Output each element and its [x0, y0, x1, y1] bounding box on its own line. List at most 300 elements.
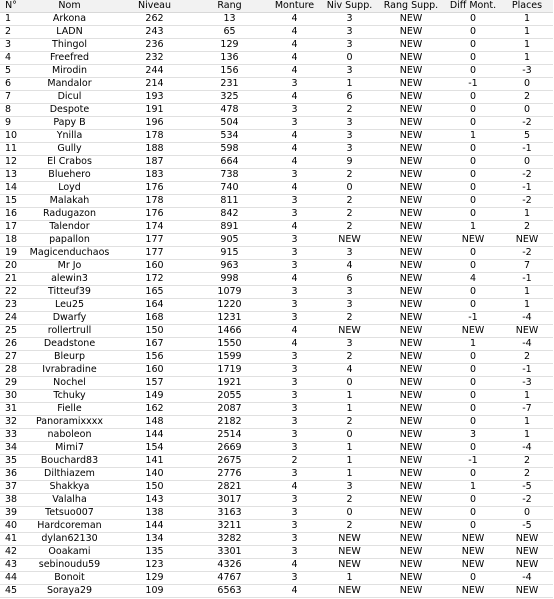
name-cell: Dilthiazem: [22, 468, 117, 481]
mount-diff-cell: 0: [445, 156, 501, 169]
name-cell: papallon: [22, 234, 117, 247]
rank-cell: 15: [0, 195, 22, 208]
ranking-extra-cell: NEW: [377, 143, 445, 156]
level-extra-cell: 4: [322, 260, 377, 273]
ranking-extra-cell: NEW: [377, 78, 445, 91]
level-extra-cell: 3: [322, 130, 377, 143]
rank-cell: 36: [0, 468, 22, 481]
ranking-cell: 1220: [192, 299, 267, 312]
level-extra-cell: 3: [322, 338, 377, 351]
places-cell: 2: [501, 351, 553, 364]
rank-cell: 26: [0, 338, 22, 351]
level-cell: 232: [117, 52, 192, 65]
table-row: [0, 442, 553, 455]
places-cell: NEW: [501, 325, 553, 338]
mount-cell: 3: [267, 533, 322, 546]
rank-cell: 5: [0, 65, 22, 78]
level-extra-cell: 2: [322, 312, 377, 325]
mount-diff-cell: 0: [445, 403, 501, 416]
ranking-extra-cell: NEW: [377, 468, 445, 481]
table-row: [0, 390, 553, 403]
table-row: [0, 507, 553, 520]
rank-cell: 33: [0, 429, 22, 442]
table-row: [0, 247, 553, 260]
ranking-cell: 811: [192, 195, 267, 208]
mount-cell: 4: [267, 221, 322, 234]
name-cell: Papy B: [22, 117, 117, 130]
ranking-extra-cell: NEW: [377, 169, 445, 182]
level-cell: 177: [117, 247, 192, 260]
mount-diff-cell: 0: [445, 299, 501, 312]
ranking-cell: 664: [192, 156, 267, 169]
table-row: [0, 65, 553, 78]
mount-diff-cell: -1: [445, 455, 501, 468]
name-cell: Tetsuo007: [22, 507, 117, 520]
table-row: [0, 234, 553, 247]
mount-diff-cell: 1: [445, 481, 501, 494]
ranking-cell: 1231: [192, 312, 267, 325]
ranking-cell: 4326: [192, 559, 267, 572]
mount-cell: 3: [267, 416, 322, 429]
rank-cell: 42: [0, 546, 22, 559]
ranking-cell: 136: [192, 52, 267, 65]
level-extra-cell: 1: [322, 455, 377, 468]
places-cell: 1: [501, 39, 553, 52]
ranking-extra-cell: NEW: [377, 234, 445, 247]
mount-cell: 3: [267, 247, 322, 260]
ranking-cell: 534: [192, 130, 267, 143]
level-cell: 168: [117, 312, 192, 325]
places-cell: 1: [501, 429, 553, 442]
header-ranking-extra: Rang Supp.: [377, 0, 445, 13]
rank-cell: 22: [0, 286, 22, 299]
ranking-extra-cell: NEW: [377, 533, 445, 546]
ranking-extra-cell: NEW: [377, 26, 445, 39]
rank-cell: 9: [0, 117, 22, 130]
mount-cell: 3: [267, 546, 322, 559]
level-cell: 174: [117, 221, 192, 234]
name-cell: Soraya29: [22, 585, 117, 598]
ranking-extra-cell: NEW: [377, 195, 445, 208]
name-cell: dylan62130: [22, 533, 117, 546]
rank-cell: 14: [0, 182, 22, 195]
mount-diff-cell: 0: [445, 13, 501, 26]
ranking-extra-cell: NEW: [377, 390, 445, 403]
level-cell: 191: [117, 104, 192, 117]
name-cell: Talendor: [22, 221, 117, 234]
ranking-cell: 915: [192, 247, 267, 260]
table-row: [0, 585, 553, 598]
table-row: [0, 156, 553, 169]
table-row: [0, 78, 553, 91]
level-extra-cell: 0: [322, 377, 377, 390]
mount-diff-cell: 0: [445, 39, 501, 52]
places-cell: NEW: [501, 546, 553, 559]
table-row: [0, 195, 553, 208]
ranking-extra-cell: NEW: [377, 442, 445, 455]
level-cell: 162: [117, 403, 192, 416]
ranking-cell: 3282: [192, 533, 267, 546]
places-cell: -4: [501, 312, 553, 325]
level-cell: 156: [117, 351, 192, 364]
ranking-extra-cell: NEW: [377, 208, 445, 221]
level-extra-cell: 0: [322, 507, 377, 520]
ranking-cell: 1921: [192, 377, 267, 390]
table-row: [0, 104, 553, 117]
mount-cell: 3: [267, 234, 322, 247]
places-cell: 1: [501, 26, 553, 39]
places-cell: NEW: [501, 234, 553, 247]
mount-cell: 4: [267, 273, 322, 286]
level-cell: 193: [117, 91, 192, 104]
places-cell: 1: [501, 390, 553, 403]
name-cell: Radugazon: [22, 208, 117, 221]
rank-cell: 40: [0, 520, 22, 533]
ranking-extra-cell: NEW: [377, 130, 445, 143]
rank-cell: 2: [0, 26, 22, 39]
mount-cell: 3: [267, 286, 322, 299]
name-cell: Ooakami: [22, 546, 117, 559]
rank-cell: 32: [0, 416, 22, 429]
ranking-extra-cell: NEW: [377, 559, 445, 572]
mount-diff-cell: 0: [445, 169, 501, 182]
level-extra-cell: 2: [322, 351, 377, 364]
level-extra-cell: 0: [322, 182, 377, 195]
level-cell: 167: [117, 338, 192, 351]
level-extra-cell: 2: [322, 221, 377, 234]
rank-cell: 17: [0, 221, 22, 234]
mount-diff-cell: 0: [445, 494, 501, 507]
rank-cell: 23: [0, 299, 22, 312]
ranking-extra-cell: NEW: [377, 273, 445, 286]
name-cell: sebinoudu59: [22, 559, 117, 572]
ranking-extra-cell: NEW: [377, 507, 445, 520]
name-cell: rollertrull: [22, 325, 117, 338]
rank-cell: 30: [0, 390, 22, 403]
ranking-extra-cell: NEW: [377, 429, 445, 442]
level-extra-cell: 2: [322, 416, 377, 429]
level-extra-cell: 3: [322, 65, 377, 78]
ranking-cell: 1719: [192, 364, 267, 377]
ranking-cell: 65: [192, 26, 267, 39]
ranking-extra-cell: NEW: [377, 377, 445, 390]
table-row: [0, 143, 553, 156]
table-row: [0, 520, 553, 533]
mount-diff-cell: 0: [445, 52, 501, 65]
ranking-extra-cell: NEW: [377, 572, 445, 585]
mount-cell: 4: [267, 13, 322, 26]
rank-cell: 28: [0, 364, 22, 377]
ranking-extra-cell: NEW: [377, 455, 445, 468]
mount-diff-cell: 0: [445, 351, 501, 364]
mount-cell: 3: [267, 169, 322, 182]
name-cell: Gully: [22, 143, 117, 156]
level-extra-cell: NEW: [322, 559, 377, 572]
level-extra-cell: 1: [322, 390, 377, 403]
table-row: [0, 299, 553, 312]
table-row: [0, 572, 553, 585]
places-cell: -4: [501, 442, 553, 455]
ranking-extra-cell: NEW: [377, 338, 445, 351]
mount-cell: 3: [267, 429, 322, 442]
rank-cell: 11: [0, 143, 22, 156]
table-row: [0, 429, 553, 442]
name-cell: Ynilla: [22, 130, 117, 143]
mount-cell: 4: [267, 338, 322, 351]
level-extra-cell: 3: [322, 247, 377, 260]
level-cell: 135: [117, 546, 192, 559]
mount-diff-cell: 0: [445, 260, 501, 273]
ranking-cell: 3163: [192, 507, 267, 520]
table-row: [0, 130, 553, 143]
level-cell: 176: [117, 182, 192, 195]
level-extra-cell: 0: [322, 52, 377, 65]
places-cell: -1: [501, 364, 553, 377]
name-cell: Valalha: [22, 494, 117, 507]
mount-diff-cell: 0: [445, 195, 501, 208]
mount-cell: 3: [267, 299, 322, 312]
level-extra-cell: 4: [322, 364, 377, 377]
ranking-extra-cell: NEW: [377, 65, 445, 78]
mount-cell: 3: [267, 442, 322, 455]
level-cell: 129: [117, 572, 192, 585]
ranking-extra-cell: NEW: [377, 247, 445, 260]
header-name: Nom: [22, 0, 117, 13]
ranking-extra-cell: NEW: [377, 182, 445, 195]
rank-cell: 25: [0, 325, 22, 338]
mount-diff-cell: NEW: [445, 234, 501, 247]
ranking-extra-cell: NEW: [377, 299, 445, 312]
table-row: [0, 273, 553, 286]
mount-diff-cell: NEW: [445, 546, 501, 559]
mount-cell: 4: [267, 559, 322, 572]
level-cell: 178: [117, 130, 192, 143]
ranking-extra-cell: NEW: [377, 364, 445, 377]
ranking-extra-cell: NEW: [377, 286, 445, 299]
table-body: [0, 13, 553, 598]
mount-diff-cell: 0: [445, 390, 501, 403]
ranking-cell: 129: [192, 39, 267, 52]
mount-cell: 4: [267, 143, 322, 156]
mount-diff-cell: 0: [445, 572, 501, 585]
places-cell: NEW: [501, 559, 553, 572]
header-level: Niveau: [117, 0, 192, 13]
level-cell: 187: [117, 156, 192, 169]
mount-diff-cell: 3: [445, 429, 501, 442]
header-row: [0, 0, 553, 13]
mount-diff-cell: 0: [445, 468, 501, 481]
level-extra-cell: 3: [322, 39, 377, 52]
mount-cell: 3: [267, 520, 322, 533]
ranking-cell: 4767: [192, 572, 267, 585]
ranking-extra-cell: NEW: [377, 494, 445, 507]
mount-diff-cell: 0: [445, 442, 501, 455]
mount-diff-cell: NEW: [445, 559, 501, 572]
level-cell: 177: [117, 234, 192, 247]
level-cell: 109: [117, 585, 192, 598]
mount-cell: 4: [267, 65, 322, 78]
level-extra-cell: 1: [322, 403, 377, 416]
ranking-extra-cell: NEW: [377, 585, 445, 598]
name-cell: Thingol: [22, 39, 117, 52]
level-cell: 214: [117, 78, 192, 91]
mount-cell: 4: [267, 325, 322, 338]
name-cell: Mandalor: [22, 78, 117, 91]
level-cell: 150: [117, 481, 192, 494]
table-row: [0, 182, 553, 195]
mount-cell: 4: [267, 182, 322, 195]
table-row: [0, 91, 553, 104]
rank-cell: 8: [0, 104, 22, 117]
table-row: [0, 117, 553, 130]
level-extra-cell: 3: [322, 13, 377, 26]
places-cell: -1: [501, 143, 553, 156]
mount-cell: 3: [267, 572, 322, 585]
rank-cell: 16: [0, 208, 22, 221]
ranking-cell: 2675: [192, 455, 267, 468]
table-row: [0, 39, 553, 52]
table-row: [0, 169, 553, 182]
rank-cell: 12: [0, 156, 22, 169]
mount-cell: 2: [267, 455, 322, 468]
ranking-cell: 740: [192, 182, 267, 195]
places-cell: 5: [501, 130, 553, 143]
name-cell: Magicenduchaos: [22, 247, 117, 260]
mount-diff-cell: 1: [445, 130, 501, 143]
name-cell: Fielle: [22, 403, 117, 416]
ranking-cell: 891: [192, 221, 267, 234]
places-cell: -2: [501, 195, 553, 208]
name-cell: Titteuf39: [22, 286, 117, 299]
header-mount: Monture: [267, 0, 322, 13]
ranking-extra-cell: NEW: [377, 481, 445, 494]
level-cell: 141: [117, 455, 192, 468]
rank-cell: 7: [0, 91, 22, 104]
level-extra-cell: 2: [322, 169, 377, 182]
level-cell: 149: [117, 390, 192, 403]
places-cell: 0: [501, 507, 553, 520]
ranking-extra-cell: NEW: [377, 52, 445, 65]
mount-cell: 3: [267, 377, 322, 390]
name-cell: naboleon: [22, 429, 117, 442]
name-cell: Arkona: [22, 13, 117, 26]
level-extra-cell: NEW: [322, 546, 377, 559]
table-row: [0, 208, 553, 221]
level-extra-cell: 2: [322, 520, 377, 533]
table-row: [0, 221, 553, 234]
ranking-cell: 2776: [192, 468, 267, 481]
table-row: [0, 455, 553, 468]
mount-cell: 4: [267, 585, 322, 598]
ranking-cell: 156: [192, 65, 267, 78]
table-row: [0, 312, 553, 325]
mount-cell: 3: [267, 494, 322, 507]
ranking-extra-cell: NEW: [377, 403, 445, 416]
rank-cell: 21: [0, 273, 22, 286]
mount-diff-cell: 0: [445, 26, 501, 39]
mount-cell: 4: [267, 130, 322, 143]
mount-diff-cell: 0: [445, 182, 501, 195]
mount-diff-cell: 1: [445, 338, 501, 351]
ranking-cell: 2514: [192, 429, 267, 442]
mount-cell: 3: [267, 78, 322, 91]
rank-cell: 24: [0, 312, 22, 325]
mount-diff-cell: 0: [445, 65, 501, 78]
level-extra-cell: 2: [322, 208, 377, 221]
name-cell: Ivrabradine: [22, 364, 117, 377]
mount-cell: 3: [267, 195, 322, 208]
table-row: [0, 559, 553, 572]
ranking-extra-cell: NEW: [377, 416, 445, 429]
ranking-extra-cell: NEW: [377, 13, 445, 26]
places-cell: 7: [501, 260, 553, 273]
ranking-extra-cell: NEW: [377, 104, 445, 117]
level-extra-cell: 6: [322, 91, 377, 104]
rank-cell: 29: [0, 377, 22, 390]
ranking-cell: 1079: [192, 286, 267, 299]
name-cell: Malakah: [22, 195, 117, 208]
ranking-cell: 478: [192, 104, 267, 117]
level-cell: 144: [117, 429, 192, 442]
places-cell: -1: [501, 182, 553, 195]
rank-cell: 10: [0, 130, 22, 143]
level-extra-cell: 2: [322, 494, 377, 507]
ranking-cell: 738: [192, 169, 267, 182]
ranking-cell: 1466: [192, 325, 267, 338]
level-cell: 123: [117, 559, 192, 572]
level-cell: 134: [117, 533, 192, 546]
table-row: [0, 403, 553, 416]
ranking-extra-cell: NEW: [377, 39, 445, 52]
rank-cell: 19: [0, 247, 22, 260]
level-extra-cell: 2: [322, 195, 377, 208]
ranking-cell: 2669: [192, 442, 267, 455]
ranking-extra-cell: NEW: [377, 221, 445, 234]
mount-cell: 4: [267, 52, 322, 65]
level-cell: 243: [117, 26, 192, 39]
ranking-cell: 905: [192, 234, 267, 247]
rank-cell: 34: [0, 442, 22, 455]
level-extra-cell: NEW: [322, 325, 377, 338]
ranking-extra-cell: NEW: [377, 117, 445, 130]
places-cell: 2: [501, 468, 553, 481]
level-cell: 150: [117, 325, 192, 338]
table-row: [0, 416, 553, 429]
mount-cell: 3: [267, 403, 322, 416]
places-cell: NEW: [501, 533, 553, 546]
rank-cell: 45: [0, 585, 22, 598]
mount-diff-cell: 0: [445, 117, 501, 130]
mount-diff-cell: 0: [445, 208, 501, 221]
mount-diff-cell: 0: [445, 377, 501, 390]
mount-diff-cell: 0: [445, 364, 501, 377]
places-cell: 0: [501, 78, 553, 91]
level-extra-cell: 9: [322, 156, 377, 169]
level-cell: 154: [117, 442, 192, 455]
name-cell: Bonoit: [22, 572, 117, 585]
mount-diff-cell: 0: [445, 104, 501, 117]
mount-cell: 3: [267, 364, 322, 377]
ranking-extra-cell: NEW: [377, 520, 445, 533]
header-ranking: Rang: [192, 0, 267, 13]
rank-cell: 6: [0, 78, 22, 91]
name-cell: Hardcoreman: [22, 520, 117, 533]
table-row: [0, 286, 553, 299]
ranking-cell: 3301: [192, 546, 267, 559]
header-level-extra: Niv Supp.: [322, 0, 377, 13]
mount-diff-cell: 4: [445, 273, 501, 286]
table-row: [0, 494, 553, 507]
